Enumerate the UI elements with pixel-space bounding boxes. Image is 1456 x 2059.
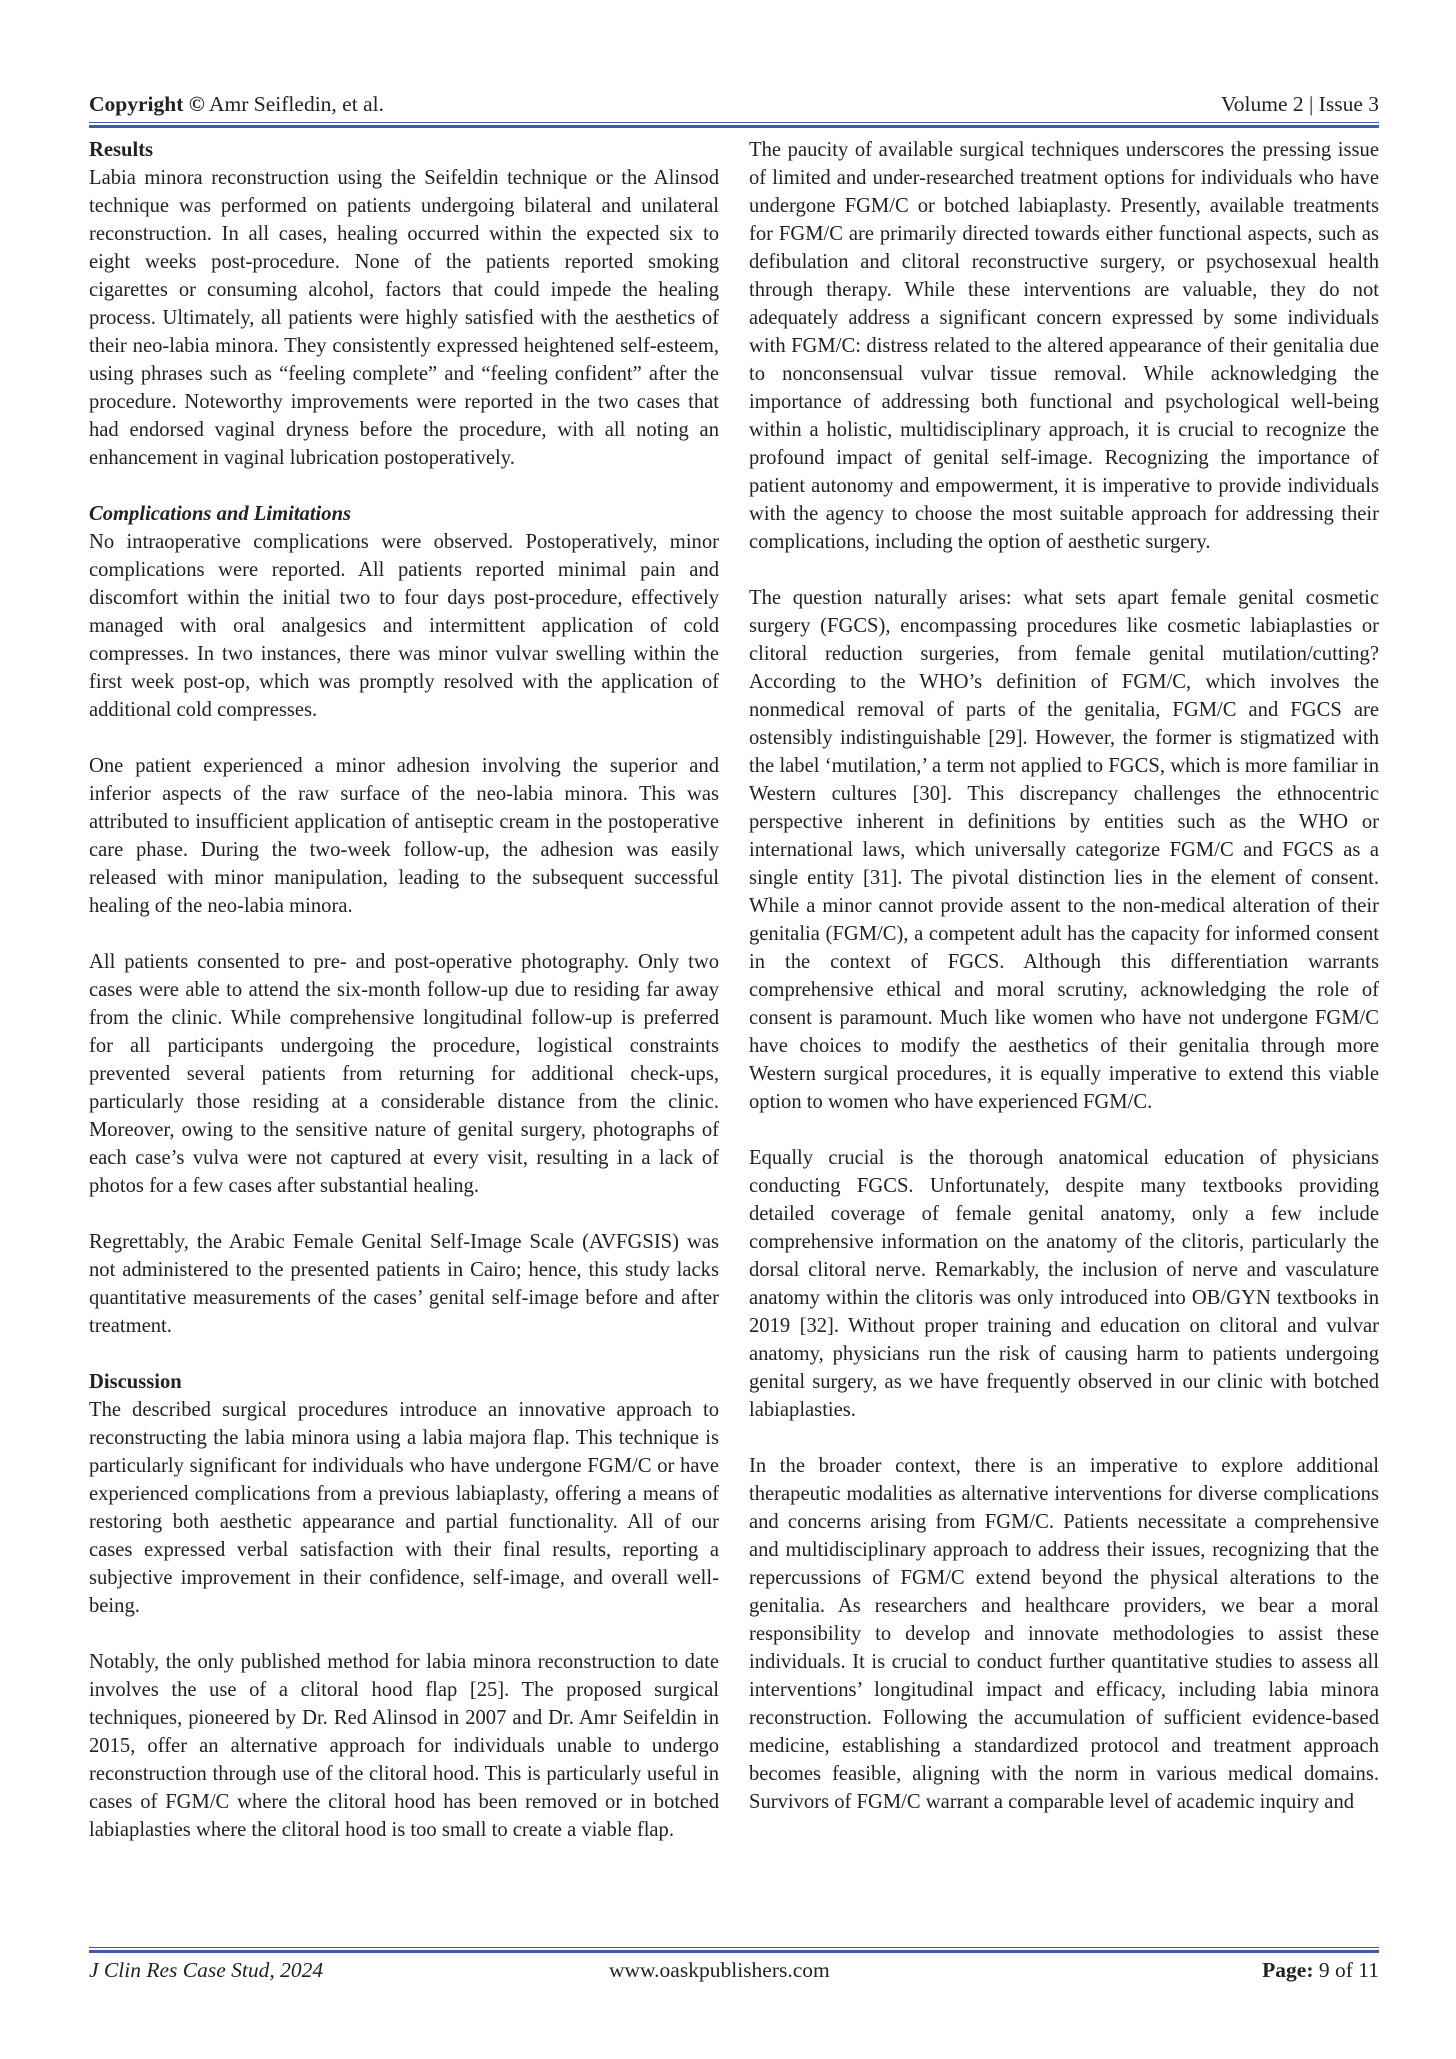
copyright-label: Copyright ©: [89, 92, 205, 116]
results-paragraph: Labia minora reconstruction using the Seifeldin technique or the Alinsod technique was performed on patients undergoing bilateral and unilateral reconstruction. In all cases, healing occurred within the expected six to eight weeks post-procedure. None of the patients reported smoking cigarettes or consuming alcohol, factors that could impede the healing process. Ultimately, all patients were highly satisfied with the aesthetics of their neo-labia minora. They consistently expressed heightened self-esteem, using phrases such as “feeling complete” and “feeling confident” after the procedure. Noteworthy improvements were reported in the two cases that had endorsed vaginal dryness before the procedure, with all noting an enhancement in vaginal lubrication postoperatively.: [89, 167, 719, 469]
footer-rule-thin: [89, 1947, 1379, 1948]
page-footer: [89, 1953, 1379, 1987]
right-column: [749, 136, 1379, 1816]
photography-paragraph: All patients consented to pre- and post-operative photography. Only two cases were able to attend the six-month follow-up due to residing far away from the clinic. While comprehensive longitudinal follow-up is preferred for all participants undergoing the procedure, logistical constraints prevented several patients from returning for additional check-ups, particularly those residing at a considerable distance from the clinic. Moreover, owing to the sensitive nature of genital surgery, photographs of each case’s vulva were not captured at every visit, resulting in a lack of photos for a few cases after substantial healing.: [89, 951, 719, 1197]
adhesion-paragraph: One patient experienced a minor adhesion involving the superior and inferior aspects of the raw surface of the neo-labia minora. This was attributed to insufficient application of antiseptic cream in the postoperative care phase. During the two-week follow-up, the adhesion was easily released with minor manipulation, leading to the subsequent successful healing of the neo-labia minora.: [89, 755, 719, 917]
website-link[interactable]: www.oaskpublishers.com: [609, 1958, 830, 1982]
paucity-paragraph: The paucity of available surgical techniques underscores the pressing issue of limited and under-researched treatment options for individuals who have undergone FGM/C or botched labiaplasty. Presently, available treatments for FGM/C are primarily directed towards either functional aspects, such as defibulation and clitoral reconstructive surgery, or psychosexual health through therapy. While these interventions are valuable, they do not adequately address a significant concern expressed by some individuals with FGM/C: distress related to the altered appearance of their genitalia due to nonconsensual vulvar tissue removal. While acknowledging the importance of addressing both functional and psychological well-being within a holistic, multidisciplinary approach, it is crucial to recognize the profound impact of genital self-image. Recognizing the importance of patient autonomy and empowerment, it is imperative to provide individuals with the agency to choose the most suitable approach for addressing their complications, including the option of aesthetic surgery.: [749, 139, 1379, 553]
authors: Amr Seifledin, et al.: [209, 92, 384, 116]
notably-paragraph: Notably, the only published method for labia minora reconstruction to date involves the use of a clitoral hood flap [25]. The proposed surgical techniques, pioneered by Dr. Red Alinsod in 2007 and Dr. Amr Seifeldin in 2015, offer an alternative approach for individuals unable to undergo reconstruction through use of the clitoral hood. This is particularly useful in cases of FGM/C where the clitoral hood has been removed or in botched labiaplasties where the clitoral hood is too small to create a viable flap.: [89, 1651, 719, 1841]
complications-heading: Complications and Limitations: [89, 503, 352, 525]
discussion-paragraph: The described surgical procedures introduce an innovative approach to reconstructing the labia minora using a labia majora flap. This technique is particularly significant for individuals who have undergone FGM/C or have experienced complications from a previous labiaplasty, offering a means of restoring both aesthetic appearance and partial functionality. All of our cases expressed verbal satisfaction with their final results, reporting a subjective improvement in their confidence, self-image, and overall well-being.: [89, 1399, 719, 1617]
header-rule-thick: [89, 125, 1379, 128]
discussion-heading: Discussion: [89, 1371, 182, 1393]
complications-paragraph: No intraoperative complications were observed. Postoperatively, minor complications were reported. All patients reported minimal pain and discomfort within the initial two to four days post-procedure, effectively managed with oral analgesics and intermittent application of cold compresses. In two instances, there was minor vulvar swelling within the first week post-op, which was promptly resolved with the application of additional cold compresses.: [89, 531, 719, 721]
volume-issue: Volume 2 | Issue 3: [1221, 92, 1379, 116]
journal-citation: J Clin Res Case Stud, 2024: [89, 1958, 324, 1982]
left-column: [89, 136, 719, 1844]
results-section: [89, 136, 719, 472]
page-indicator: [1262, 1953, 1379, 1987]
question-paragraph: The question naturally arises: what sets apart female genital cosmetic surgery (FGCS), encompassing procedures like cosmetic labiaplasties or clitoral reduction surgeries, from female genital mutilation/cutting? According to the WHO’s definition of FGM/C, which involves the nonmedical removal of parts of the genitalia, FGM/C and FGCS are ostensibly indistinguishable [29]. However, the former is stigmatized with the label ‘mutilation,’ a term not applied to FGCS, which is more familiar in Western cultures [30]. This discrepancy challenges the ethnocentric perspective inherent in definitions by entities such as the WHO or international laws, which universally categorize FGM/C and FGCS as a single entity [31]. The pivotal distinction lies in the element of consent. While a minor cannot provide assent to the non-medical alteration of their genitalia (FGM/C), a competent adult has the capacity for informed consent in the context of FGCS. Although this differentiation warrants comprehensive ethical and moral scrutiny, acknowledging the role of consent is paramount. Much like women who have not undergone FGM/C have choices to modify the aesthetics of their genitalia through more Western surgical procedures, it is equally imperative to extend this viable option to women who have experienced FGM/C.: [749, 587, 1379, 1113]
copyright-line: [89, 88, 384, 120]
page-label: Page:: [1262, 1958, 1314, 1982]
discussion-section: [89, 1368, 719, 1620]
header-rule-thin: [89, 122, 1379, 123]
broader-paragraph: In the broader context, there is an imperative to explore additional therapeutic modalities as alternative interventions for diverse complications and concerns arising from FGM/C. Patients necessitate a comprehensive and multidisciplinary approach to address their issues, recognizing that the repercussions of FGM/C extend beyond the physical alterations to the genitalia. As researchers and healthcare providers, we bear a moral responsibility to develop and innovate methodologies to assist these individuals. It is crucial to conduct further quantitative studies to assess all interventions’ longitudinal impact and efficacy, including labia minora reconstruction. Following the accumulation of sufficient evidence-based medicine, establishing a standardized protocol and treatment approach becomes feasible, aligning with the norm in various medical domains. Survivors of FGM/C warrant a comparable level of academic inquiry and: [749, 1455, 1379, 1813]
page-header: [89, 88, 1379, 120]
avfgsis-paragraph: Regrettably, the Arabic Female Genital Self-Image Scale (AVFGSIS) was not administered to the presented patients in Cairo; hence, this study lacks quantitative measurements of the cases’ genital self-image before and after treatment.: [89, 1231, 719, 1337]
results-heading: Results: [89, 139, 154, 161]
complications-section: [89, 500, 719, 724]
page-number: 9 of 11: [1318, 1958, 1379, 1982]
education-paragraph: Equally crucial is the thorough anatomical education of physicians conducting FGCS. Unfortunately, despite many textbooks providing detailed coverage of female genital anatomy, only a few include comprehensive information on the anatomy of the clitoris, particularly the dorsal clitoral nerve. Remarkably, the inclusion of nerve and vasculature anatomy within the clitoris was only introduced into OB/GYN textbooks in 2019 [32]. Without proper training and education on clitoral and vulvar anatomy, physicians run the risk of causing harm to patients undergoing genital surgery, as we have frequently observed in our clinic with botched labiaplasties.: [749, 1147, 1379, 1421]
